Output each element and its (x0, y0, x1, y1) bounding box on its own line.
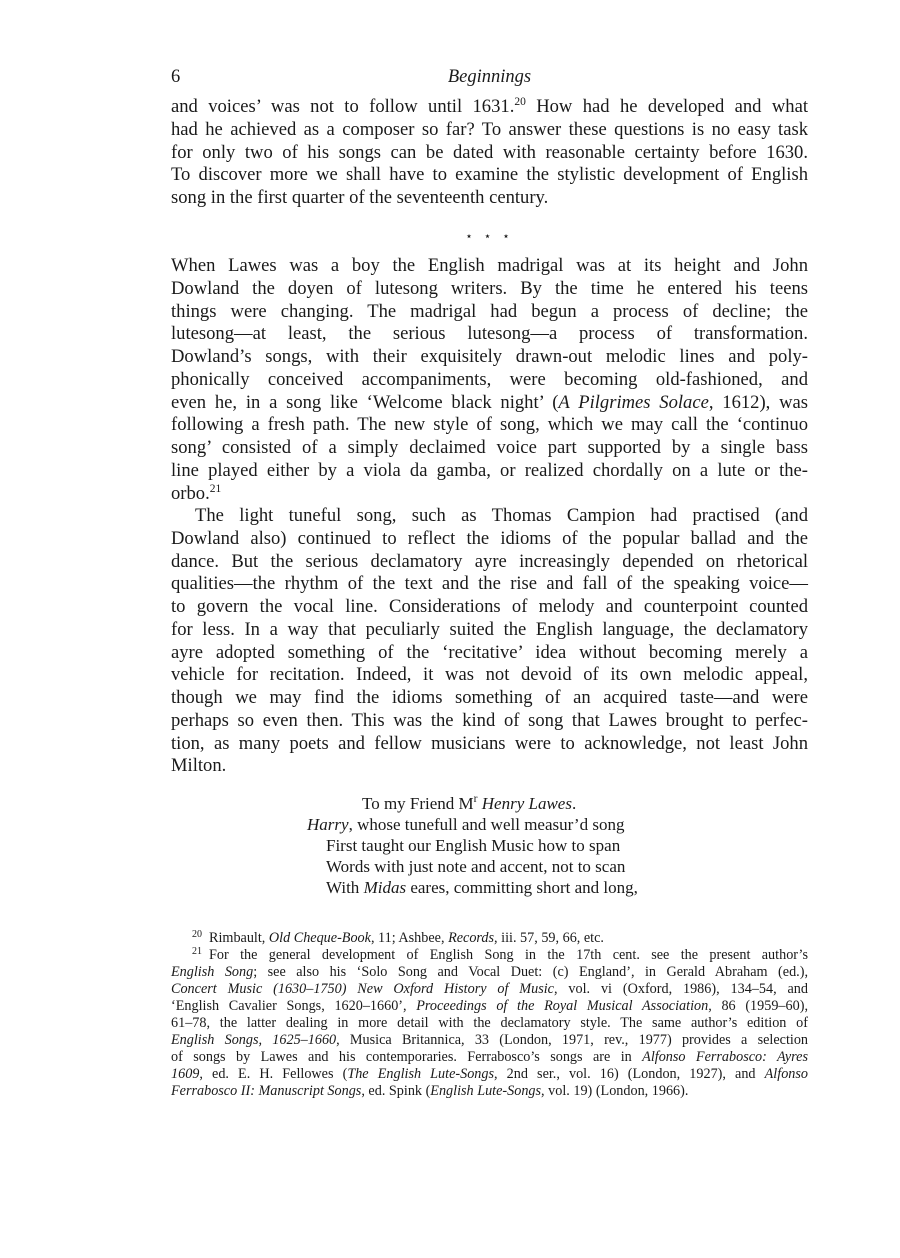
paragraph-3 (171, 505, 808, 778)
italic-text: The English Lute-Songs (347, 1066, 495, 1082)
text-line: for only two of his songs can be dated with reasonable certainty before 1630. (171, 141, 808, 163)
section-break: ⋆ ⋆ ⋆ (465, 229, 514, 243)
footnote-line: $^{21}$ For the general development of English Song in the 17th cent. see the present author’s (192, 946, 808, 963)
footnote-number: 21 (192, 946, 202, 957)
italic-text: English Song (171, 964, 254, 980)
footnote-reference: r (473, 793, 478, 805)
text-line: Dowland’s songs, with their exquisitely drawn-out melodic lines and poly- (171, 346, 808, 367)
running-head (171, 64, 808, 90)
italic-text: A Pilgrimes Solace (558, 391, 709, 413)
footnotes (171, 930, 808, 1100)
text-line: things were changing. The madrigal had begun a process of decline; the (171, 300, 808, 322)
footnote-reference: 20 (514, 96, 526, 108)
italic-text: Records (448, 930, 495, 946)
text-line: phonically conceived accompaniments, were becoming old-fashioned, and (171, 368, 808, 390)
text-line: When Lawes was a boy the English madrigal was at its height and John (171, 255, 808, 276)
page-number: 6 (171, 67, 181, 87)
text-line: Dowland the doyen of lutesong writers. By the time he entered his teens (171, 277, 808, 299)
footnote-line: of songs by Lawes and his contemporaries. Ferrabosco’s songs are in Alfonso Ferrabosco: Ayres (171, 1049, 808, 1065)
italic-text: Proceedings of the Royal Musical Association (416, 998, 709, 1014)
text-line: following a fresh path. The new style of song, which we may call the ‘continuo (171, 414, 808, 436)
footnote-line: English Song; see also his ‘Solo Song and Vocal Duet: (c) England’, in Gerald Abraham (ed.), (171, 964, 808, 980)
footnote-line: Concert Music (1630–1750) New Oxford History of Music, vol. vi (Oxford, 1986), 134–54, and (171, 981, 808, 997)
footnote-number: 20 (192, 929, 202, 940)
italic-text: Concert Music (1630–1750) New Oxford History of Music (171, 981, 554, 997)
poem-line: Harry, whose tunefull and well measur’d song (307, 815, 625, 834)
text-line: orbo.$^{21}$ (171, 482, 222, 504)
text-line: To discover more we shall have to examine the stylistic development of English (171, 164, 808, 186)
text-line: ayre adopted something of the ‘recitative’ idea without becoming merely a (171, 641, 808, 663)
text-line: line played either by a viola da gamba, or realized chordally on a lute or the- (171, 459, 808, 481)
text-line: Dowland also) continued to reflect the idioms of the popular ballad and the (171, 527, 808, 549)
italic-text: Alfonso (764, 1066, 808, 1082)
italic-text: Harry (307, 815, 349, 834)
poem-line: Words with just note and accent, not to scan (326, 857, 626, 876)
running-title: Beginnings (447, 67, 532, 87)
footnote-line: Ferrabosco II: Manuscript Songs, ed. Spink (English Lute-Songs, vol. 19) (London, 1966). (171, 1083, 689, 1099)
text-line: vehicle for recitation. Indeed, it was not devoid of its own melodic appeal, (171, 664, 808, 686)
paragraph-1 (171, 96, 808, 210)
italic-text: English Lute-Songs (430, 1083, 542, 1099)
text-line: qualities—the rhythm of the text and the rise and fall of the speaking voice— (171, 573, 808, 595)
text-line: tion, as many poets and fellow musicians were to acknowledge, not least John (171, 732, 808, 754)
footnote-21 (171, 947, 808, 1100)
text-line: had he achieved as a composer so far? To answer these questions is no easy task (171, 118, 808, 140)
italic-text: Henry Lawes (481, 794, 572, 813)
footnote-20 (171, 930, 808, 947)
text-line: even he, in a song like ‘Welcome black night’ (A Pilgrimes Solace, 1612), was (171, 391, 808, 413)
paragraph-2 (171, 255, 808, 505)
poem-title: To my Friend M$^r$ Henry Lawes. (362, 793, 577, 813)
text-line: song’ consisted of a simply declaimed voice part supported by a single bass (171, 437, 808, 458)
italic-text: 1609 (171, 1066, 200, 1082)
italic-text: Old Cheque-Book (268, 930, 371, 946)
footnote-line: English Songs, 1625–1660, Musica Britannica, 33 (London, 1971, rev., 1977) provides a selection (171, 1032, 809, 1048)
italic-text: English Songs, 1625–1660 (171, 1032, 337, 1048)
text-line: though we may find the idioms something of an acquired taste—and were (171, 687, 808, 708)
italic-text: Midas (363, 878, 407, 897)
text-line: The light tuneful song, such as Thomas Campion had practised (and (195, 505, 808, 526)
text-line: dance. But the serious declamatory ayre increasingly depended on rhetorical (171, 550, 808, 572)
footnote-line: 61–78, the latter dealing in more detail with the declamatory style. The same author’s edition of (171, 1015, 808, 1031)
italic-text: Ferrabosco II: Manuscript Songs (171, 1083, 362, 1099)
text-line: lutesong—at least, the serious lutesong—a process of transformation. (171, 323, 808, 345)
text-line: song in the first quarter of the seventeenth century. (171, 187, 549, 208)
italic-text: Alfonso Ferrabosco: Ayres (642, 1049, 808, 1065)
text-line: Milton. (171, 755, 227, 777)
footnote-line: ‘English Cavalier Songs, 1620–1660’, Proceedings of the Royal Musical Association, 86 (1959–60), (171, 998, 808, 1014)
text-line: to govern the vocal line. Considerations of melody and counterpoint counted (171, 596, 808, 617)
poem-line: First taught our English Music how to span (326, 836, 621, 855)
footnote-line: 1609, ed. E. H. Fellowes (The English Lute-Songs, 2nd ser., vol. 16) (London, 1927), and Alfonso (171, 1066, 808, 1082)
footnote-reference: 21 (209, 482, 222, 495)
text-line: and voices’ was not to follow until 1631.20 How had he developed and what (171, 96, 808, 117)
footnote-line: $^{20}$ Rimbault, Old Cheque-Book, 11; Ashbee, Records, iii. 57, 59, 66, etc. (192, 929, 604, 946)
text-line: for less. In a way that peculiarly suited the English language, the declamatory (171, 618, 808, 640)
text-line: perhaps so even then. This was the kind of song that Lawes brought to perfec- (171, 709, 808, 731)
poem-line: With Midas eares, committing short and long, (326, 878, 638, 897)
